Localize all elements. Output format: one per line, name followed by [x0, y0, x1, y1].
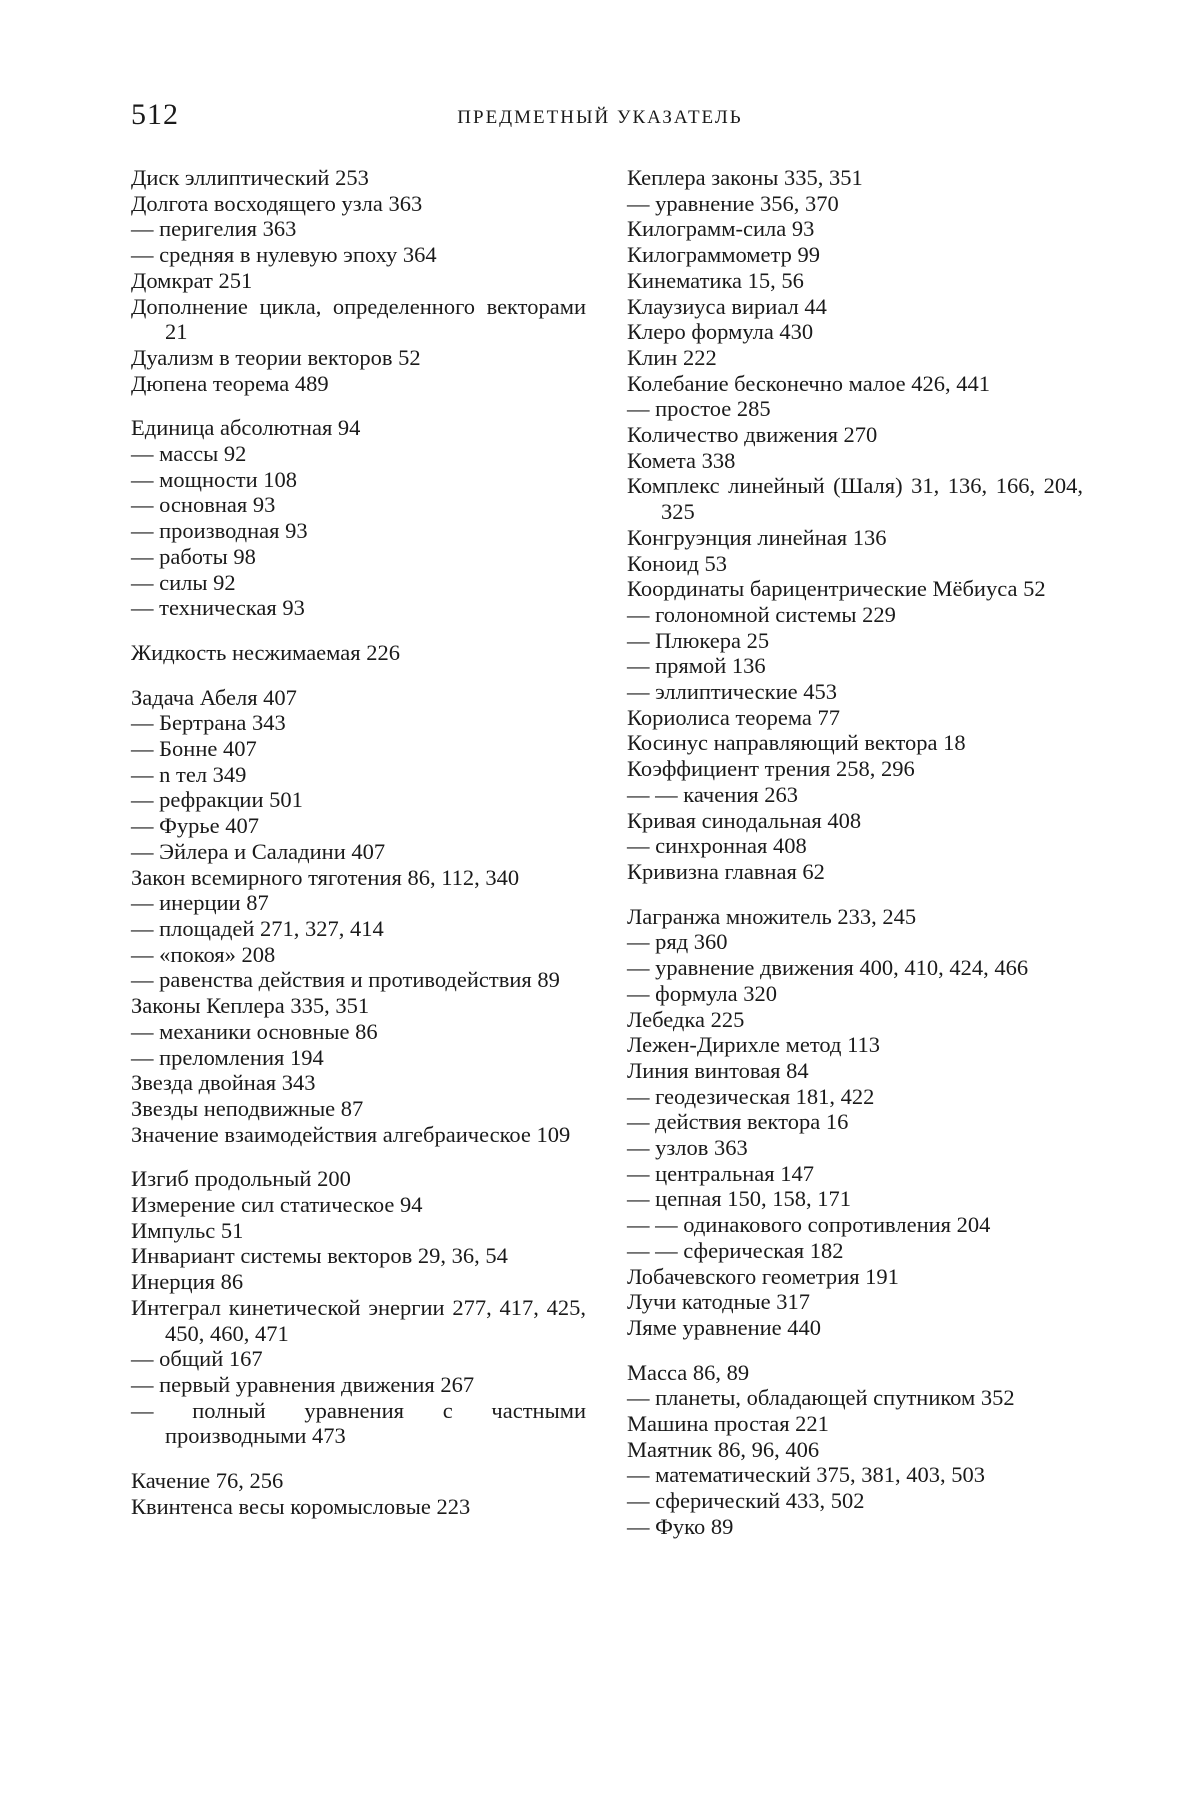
section-gap [131, 396, 586, 415]
section-gap [627, 885, 1083, 904]
index-entry: Комплекс линейный (Шаля) 31, 136, 166, 204, 325 [627, 473, 1083, 525]
index-entry: Кеплера законы 335, 351 [627, 165, 863, 190]
index-entry: — — одинакового сопротивления 204 [627, 1212, 991, 1238]
index-entry: — полный уравнения с частными производными 473 [131, 1397, 586, 1449]
index-entry: — прямой 136 [627, 653, 766, 679]
section-gap [131, 1147, 586, 1166]
index-entry: Кинематика 15, 56 [627, 267, 804, 293]
index-entry: Закон всемирного тяготения 86, 112, 340 [131, 864, 520, 890]
index-entry: Координаты барицентрические Мёбиуса 52 [627, 576, 1046, 602]
index-entry: — сферический 433, 502 [627, 1488, 865, 1514]
index-entry: Масса 86, 89 [627, 1359, 750, 1385]
index-column-right [627, 165, 1083, 1540]
index-entry: — средняя в нулевую эпоху 364 [131, 242, 437, 268]
index-entry: Дополнение цикла, определенного векторами 21 [131, 293, 586, 345]
section-gap [627, 1341, 1083, 1360]
index-entry: — цепная 150, 158, 171 [627, 1186, 851, 1212]
index-entry: — Бонне 407 [131, 736, 257, 762]
index-entry: — «покоя» 208 [131, 941, 276, 967]
index-entry: — перигелия 363 [131, 216, 297, 242]
section-gap [131, 666, 586, 685]
index-entry: Лобачевского геометрия 191 [627, 1263, 899, 1289]
index-entry: Звезды неподвижные 87 [131, 1095, 364, 1121]
index-entry: Коноид 53 [627, 550, 728, 576]
index-entry: — площадей 271, 327, 414 [131, 915, 384, 941]
index-entry: Лучи катодные 317 [627, 1289, 811, 1315]
index-entry: Квинтенса весы коромысловые 223 [131, 1493, 471, 1519]
index-entry: — ряд 360 [627, 929, 728, 955]
index-entry: Кривая синодальная 408 [627, 807, 862, 833]
index-entry: — Бертрана 343 [131, 710, 286, 736]
index-entry: — планеты, обладающей спутником 352 [627, 1385, 1015, 1411]
index-entry: — — сферическая 182 [627, 1237, 844, 1263]
index-entry: — Эйлера и Саладини 407 [131, 838, 386, 864]
index-entry: Измерение сил статическое 94 [131, 1192, 423, 1218]
index-entry: Клаузиуса вириал 44 [627, 293, 827, 319]
index-entry: Единица абсолютная 94 [131, 415, 361, 441]
index-entry: Значение взаимодействия алгебраическое 109 [131, 1121, 571, 1147]
index-entry: Килограмм-сила 93 [627, 216, 815, 242]
index-entry: Колебание бесконечно малое 426, 441 [627, 370, 990, 396]
index-entry: — голономной системы 229 [627, 601, 896, 627]
index-entry: Машина простая 221 [627, 1411, 829, 1437]
index-entry: — производная 93 [131, 518, 308, 544]
index-entry: — механики основные 86 [131, 1018, 378, 1044]
index-entry: Клеро формула 430 [627, 319, 814, 345]
index-entry: — формула 320 [627, 980, 777, 1006]
index-entry: — узлов 363 [627, 1135, 748, 1161]
index-entry: — уравнение движения 400, 410, 424, 466 [627, 955, 1029, 981]
index-entry: — преломления 194 [131, 1044, 324, 1070]
index-entry: Клин 222 [627, 344, 717, 370]
index-entry: — Фурье 407 [131, 813, 260, 839]
index-entry: Изгиб продольный 200 [131, 1166, 351, 1192]
index-entry: Ляме уравнение 440 [627, 1314, 822, 1340]
index-entry: Интеграл кинетической энергии 277, 417, 425, 450, 460, 471 [131, 1294, 586, 1346]
index-entry: Дуализм в теории векторов 52 [131, 344, 421, 370]
index-entry: — действия вектора 16 [627, 1109, 849, 1135]
index-entry: — общий 167 [131, 1346, 263, 1372]
index-entry: — Фуко 89 [627, 1513, 734, 1539]
index-entry: — массы 92 [131, 441, 247, 467]
index-entry: — эллиптические 453 [627, 679, 837, 705]
index-entry: — простое 285 [627, 396, 771, 422]
index-entry: Звезда двойная 343 [131, 1070, 316, 1096]
index-entry: Диск эллиптический 253 [131, 165, 369, 190]
index-entry: — мощности 108 [131, 466, 298, 492]
index-entry: Качение 76, 256 [131, 1468, 284, 1494]
index-entry: Кривизна главная 62 [627, 858, 825, 884]
index-entry: Домкрат 251 [131, 267, 253, 293]
index-entry: — первый уравнения движения 267 [131, 1371, 475, 1397]
index-entry: Коэффициент трения 258, 296 [627, 756, 915, 782]
running-head: ПРЕДМЕТНЫЙ УКАЗАТЕЛЬ [457, 107, 743, 128]
index-entry: Комета 338 [627, 447, 736, 473]
index-column-left [131, 165, 586, 1519]
index-entry: Кориолиса теорема 77 [627, 704, 841, 730]
index-entry: — центральная 147 [627, 1160, 814, 1186]
index-entry: — техническая 93 [131, 595, 305, 621]
index-entry: Инерция 86 [131, 1269, 244, 1295]
index-entry: Лежен-Дирихле метод 113 [627, 1032, 880, 1058]
index-entry: Линия винтовая 84 [627, 1057, 809, 1083]
index-entry: Количество движения 270 [627, 422, 878, 448]
index-entry: — равенства действия и противодействия 89 [131, 967, 560, 993]
index-entry: Косинус направляющий вектора 18 [627, 730, 966, 756]
index-entry: Импульс 51 [131, 1217, 244, 1243]
index-entry: Инвариант системы векторов 29, 36, 54 [131, 1243, 508, 1269]
index-entry: Жидкость несжимаемая 226 [131, 639, 400, 665]
index-entry: — рефракции 501 [131, 787, 303, 813]
index-entry: Конгруэнция линейная 136 [627, 524, 887, 550]
index-entry: Законы Кеплера 335, 351 [131, 993, 370, 1019]
index-entry: Задача Абеля 407 [131, 684, 297, 710]
index-entry: — инерции 87 [131, 890, 269, 916]
section-gap [131, 621, 586, 640]
index-entry: — — качения 263 [627, 781, 799, 807]
index-entry: — синхронная 408 [627, 833, 807, 859]
index-entry: — силы 92 [131, 569, 236, 595]
index-entry: — уравнение 356, 370 [627, 190, 839, 216]
section-gap [131, 1449, 586, 1468]
index-entry: Долгота восходящего узла 363 [131, 190, 423, 216]
index-entry: Лагранжа множитель 233, 245 [627, 903, 917, 929]
page-number: 512 [131, 98, 179, 131]
index-entry: Маятник 86, 96, 406 [627, 1436, 820, 1462]
index-entry: — работы 98 [131, 543, 256, 569]
index-entry: Лебедка 225 [627, 1006, 745, 1032]
index-entry: — геодезическая 181, 422 [627, 1083, 875, 1109]
index-entry: — математический 375, 381, 403, 503 [627, 1462, 986, 1488]
index-entry: — Плюкера 25 [627, 627, 770, 653]
index-entry: — n тел 349 [131, 761, 247, 787]
index-entry: — основная 93 [131, 492, 276, 518]
index-entry: Килограммометр 99 [627, 242, 820, 268]
index-entry: Дюпена теорема 489 [131, 370, 329, 396]
